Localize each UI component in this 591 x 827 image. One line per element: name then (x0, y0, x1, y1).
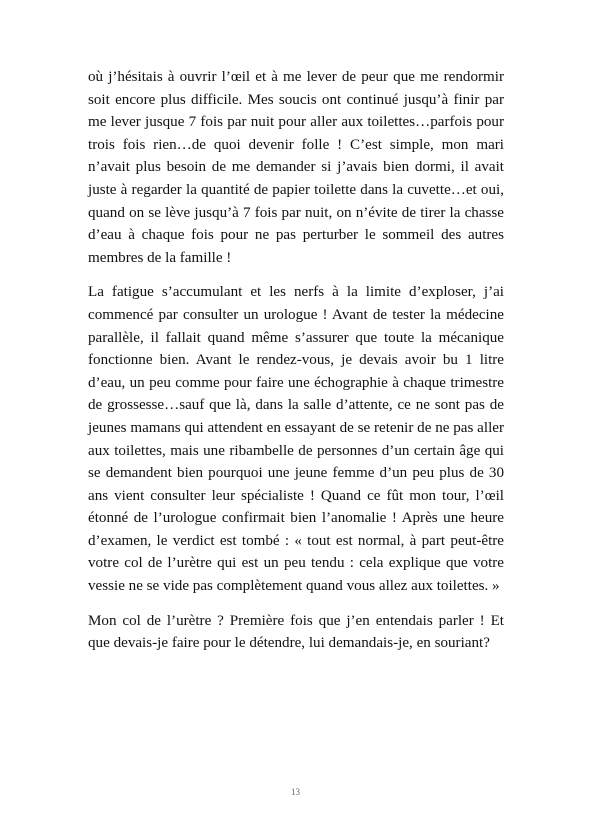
body-text (88, 66, 504, 655)
paragraph-sleep-troubles: où j’hésitais à ouvrir l’œil et à me lever de peur que me rendormir soit encore plus difficile. Mes soucis ont continué jusqu’à finir par me lever jusque 7 fois par nuit pour aller aux toilettes…parfois pour trois fois rien…de quoi devenir folle ! C’est simple, mon mari n’avait plus besoin de me demander si j’avais bien dormi, il avait juste à regarder la quantité de papier toilette dans la cuvette…et oui, quand on se lève jusqu’à 7 fois par nuit, on n’évite de tirer la chasse d’eau à chaque fois pour ne pas perturber le sommeil des autres membres de la famille ! (88, 69, 504, 266)
page-number: 13 (291, 787, 300, 797)
paragraph-urologist-visit: La fatigue s’accumulant et les nerfs à la limite d’exploser, j’ai commencé par consulter un urologue ! Avant de tester la médecine parallèle, il fallait quand même s’assurer que toute la mécanique fonctionne bien. Avant le rendez-vous, je devais avoir bu 1 litre d’eau, un peu comme pour faire une échographie à chaque trimestre de grossesse…sauf que là, dans la salle d’attente, ce ne sont pas de jeunes mamans qui attendent en essayant de se retenir de ne pas aller aux toilettes, mais une ribambelle de personnes d’un certain âge qui se demandent bien pourquoi une jeune femme d’un peu plus de 30 ans vient consulter leur spécialiste ! Quand ce fût mon tour, l’œil étonné de l’urologue confirmait bien l’anomalie ! Après une heure d’examen, le verdict est tombé : « tout est normal, à part peut-être votre col de l’urètre qui est un peu tendu : cela explique que votre vessie ne se vide pas complètement quand vous allez aux toilettes. » (88, 284, 504, 595)
paragraph-urethra-question: Mon col de l’urètre ? Première fois que j’en entendais parler ! Et que devais-je faire pour le détendre, lui demandais-je, en souriant? (88, 612, 504, 652)
